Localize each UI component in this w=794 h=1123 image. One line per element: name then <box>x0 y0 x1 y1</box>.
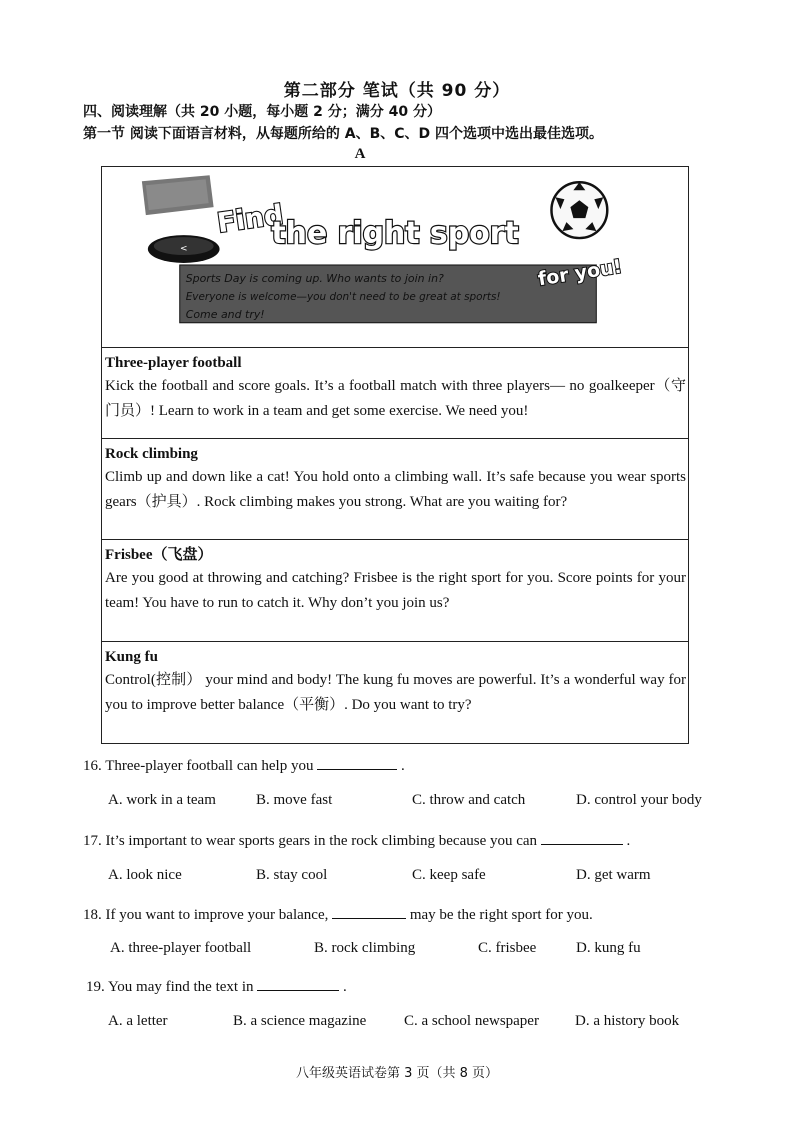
banner-line-3: Come and try! <box>185 307 265 321</box>
option-16-b[interactable]: B. move fast <box>256 792 333 808</box>
svg-text:<: < <box>179 244 188 255</box>
banner-text-panel <box>180 265 597 323</box>
banner-line-2: Everyone is welcome—you don't need to be great at sports! <box>185 290 501 303</box>
sport-section-rock-climbing <box>102 438 688 539</box>
sport-text: Control(控制） your mind and body! The kung fu moves are powerful. It’s a wonderful way for you to improve better balance（平衡）. Do you want to try? <box>105 672 686 713</box>
question-stem: 17. It’s important to wear sports gears in the rock climbing because you can <box>83 833 538 849</box>
banner-line-1: Sports Day is coming up. Who wants to join in? <box>185 271 444 285</box>
option-18-c[interactable]: C. frisbee <box>478 940 537 956</box>
sport-text: Climb up and down like a cat! You hold onto a climbing wall. It’s safe because you wear sports gears（护具）. Rock climbing makes you strong. What are you waiting for? <box>105 469 686 510</box>
sport-section-frisbee <box>102 539 688 641</box>
option-19-c[interactable]: C. a school newspaper <box>404 1013 539 1029</box>
question-stem-end: . <box>343 979 347 995</box>
sports-banner <box>102 167 688 347</box>
question-stem-end: . <box>626 833 631 849</box>
answer-blank[interactable] <box>541 830 623 845</box>
banner-for-you: for you! <box>536 255 624 291</box>
question-stem: 19. You may find the text in <box>86 979 254 995</box>
question-stem: 16. Three-player football can help you <box>83 758 314 774</box>
sport-section-football <box>102 347 688 438</box>
option-17-b[interactable]: B. stay cool <box>256 867 328 883</box>
sport-text: Are you good at throwing and catching? Frisbee is the right sport for you. Score points for your team! You have to run to catch it. Why don’t you join us? <box>105 570 686 611</box>
question-stem-end: . <box>400 758 405 774</box>
option-17-d[interactable]: D. get warm <box>576 867 651 883</box>
soccer-ball-icon <box>551 182 607 238</box>
answer-blank[interactable] <box>257 976 339 991</box>
option-19-d[interactable]: D. a history book <box>575 1013 680 1029</box>
option-17-c[interactable]: C. keep safe <box>412 867 486 883</box>
question-16 <box>83 755 405 775</box>
question-stem-end: may be the right sport for you. <box>409 907 593 923</box>
passage-box <box>101 166 689 744</box>
banner-find: Find <box>215 199 286 240</box>
option-19-b[interactable]: B. a science magazine <box>233 1013 367 1029</box>
sport-title: Frisbee（飞盘） <box>105 547 213 563</box>
sport-section-kung-fu <box>102 641 688 745</box>
option-16-c[interactable]: C. throw and catch <box>412 792 526 808</box>
section-heading: 四、阅读理解（共 20 小题，每小题 2 分；满分 40 分） <box>83 104 441 120</box>
answer-blank[interactable] <box>317 755 397 770</box>
option-17-a[interactable]: A. look nice <box>108 867 182 883</box>
option-16-a[interactable]: A. work in a team <box>108 792 216 808</box>
tape-strip <box>142 175 214 215</box>
page-footer: 八年级英语试卷第 3 页（共 8 页） <box>295 1066 499 1081</box>
sport-text: Kick the football and score goals. It’s a football match with three players— no goalkeeper（守门员）! Learn to work in a team and get some exercise. We need you! <box>105 378 686 419</box>
section-instruction: 第一节 阅读下面语言材料，从每题所给的 A、B、C、D 四个选项中选出最佳选项。 <box>83 126 604 142</box>
answer-blank[interactable] <box>332 904 406 919</box>
option-16-d[interactable]: D. control your body <box>576 792 702 808</box>
question-stem: 18. If you want to improve your balance, <box>83 907 329 923</box>
option-18-a[interactable]: A. three-player football <box>110 940 252 956</box>
question-18 <box>83 904 593 924</box>
question-19 <box>86 976 347 996</box>
frisbee-icon <box>148 235 220 263</box>
passage-label: A <box>354 146 366 162</box>
question-17 <box>83 830 630 850</box>
option-18-d[interactable]: D. kung fu <box>576 940 641 956</box>
sport-title: Rock climbing <box>105 446 198 462</box>
exam-part-title: 第二部分 笔试（共 90 分） <box>283 81 511 101</box>
option-18-b[interactable]: B. rock climbing <box>314 940 416 956</box>
option-19-a[interactable]: A. a letter <box>108 1013 168 1029</box>
sport-title: Three-player football <box>105 355 242 371</box>
sport-title: Kung fu <box>105 649 158 665</box>
banner-headline: the right sport <box>271 216 519 252</box>
